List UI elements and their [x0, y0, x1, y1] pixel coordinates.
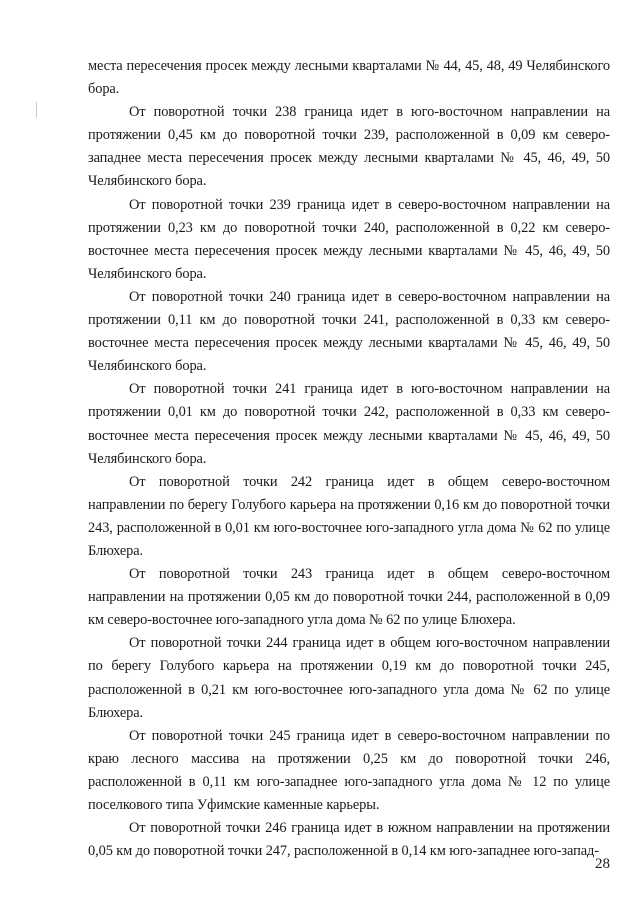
margin-mark: [36, 102, 37, 118]
body-text: [88, 55, 610, 863]
paragraph-continuation: места пересечения просек между лесными кварталами № 44, 45, 48, 49 Челябинского бора.: [88, 58, 610, 98]
paragraph: От поворотной точки 241 граница идет в юго-восточном направлении на протяжении 0,01 км до поворотной точки 242, расположенной в 0,33 км северо-восточнее места пересечения просек между лесными кварталами № 45, 46, 49, 50 Челябинского бора.: [88, 381, 610, 467]
paragraph: От поворотной точки 242 граница идет в общем северо-восточном направлении по берегу Голубого карьера на протяжении 0,16 км до поворотной точки 243, расположенной в 0,01 км юго-восточнее юго-западного угла дома № 62 по улице Блюхера.: [88, 473, 610, 559]
paragraph: От поворотной точки 246 граница идет в южном направлении на протяжении 0,05 км до поворотной точки 247, расположенной в 0,14 км юго-западнее юго-запад-: [88, 820, 610, 860]
paragraph: От поворотной точки 240 граница идет в северо-восточном направлении на протяжении 0,11 км до поворотной точки 241, расположенной в 0,33 км северо-восточнее места пересечения просек между лесными кварталами № 45, 46, 49, 50 Челябинского бора.: [88, 288, 610, 375]
paragraph: От поворотной точки 238 граница идет в юго-восточном направлении на протяжении 0,45 км до поворотной точки 239, расположенной в 0,09 км северо-западнее места пересечения просек между лесными кварталами № 45, 46, 49, 50 Челябинского бора.: [88, 104, 610, 190]
page-number: 28: [595, 856, 610, 872]
paragraph: От поворотной точки 239 граница идет в северо-восточном направлении на протяжении 0,23 км до поворотной точки 240, расположенной в 0,22 км северо-восточнее места пересечения просек между лесными кварталами № 45, 46, 49, 50 Челябинского бора.: [88, 196, 610, 282]
paragraph: От поворотной точки 245 граница идет в северо-восточном направлении по краю лесного массива на протяжении 0,25 км до поворотной точки 246, расположенной в 0,11 км юго-западнее юго-западного угла дома № 12 по улице поселкового типа Уфимские каменные карьеры.: [88, 727, 610, 813]
paragraph: От поворотной точки 244 граница идет в общем юго-восточном направлении по берегу Голубого карьера на протяжении 0,19 км до поворотной точки 245, расположенной в 0,21 км юго-восточнее юго-западного угла дома № 62 по улице Блюхера.: [88, 635, 610, 721]
paragraph: От поворотной точки 243 граница идет в общем северо-восточном направлении на протяжении 0,05 км до поворотной точки 244, расположенной в 0,09 км северо-восточнее юго-западного угла дома № 62 по улице Блюхера.: [88, 566, 610, 629]
